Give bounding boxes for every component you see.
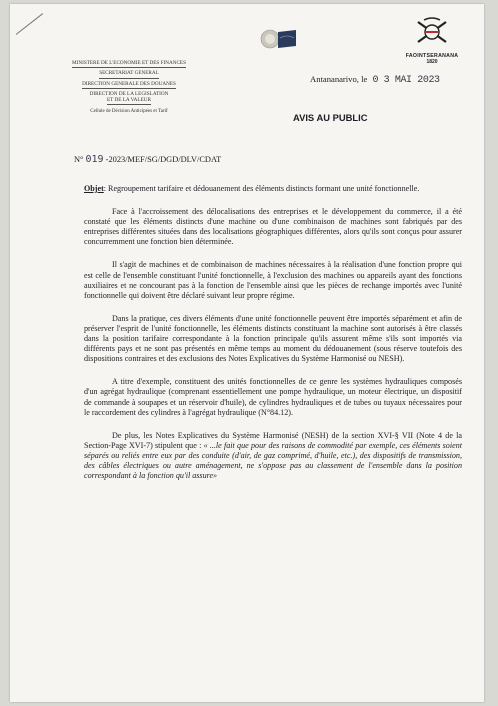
legislation-line-2: ET DE LA VALEUR: [107, 97, 151, 105]
ministry-header: [54, 60, 204, 116]
reference-handwritten-number: 019: [85, 154, 104, 165]
paragraph: Face à l'accroissement des délocalisations des entreprises et le développement du commerce, il a été constaté que les éléments distincts d'une machine ou d'une combinaison de machines sont fabriqués par des entreprises différentes situées dans des localisations géographiques différentes, alors qu'ils sont conçus pour assurer concurremment une fonction bien déterminée.: [84, 207, 462, 247]
cell-name: Cellule de Décision Anticipées et Tarif: [90, 109, 168, 115]
nesh-quote: « ...le fait que pour des raisons de commodité par exemple, ces éléments soient séparés ou reliés entre eux par des conduite (d'air, de gaz comprimé, d'huile, etc.), des dispositifs de transmission, des câbles électriques ou autre aménagement, ne s'oppose pas au classement de l'ensemble dans la position correspondant à la fonction qu'il assure»: [84, 440, 462, 481]
ministry-name: MINISTERE DE L'ECONOMIE ET DES FINANCES: [72, 60, 186, 68]
paper-crease: [16, 13, 43, 35]
brand-year: 1820: [426, 59, 438, 65]
secretariat-name: SECRETARIAT GENERAL: [99, 70, 159, 78]
legislation-line-1: DIRECTION DE LA LEGISLATION: [89, 90, 169, 97]
object-label: Objet: [84, 184, 104, 193]
brand-block: [400, 16, 464, 65]
object-paragraph: [84, 184, 462, 194]
crest-icon: [412, 16, 452, 48]
last-paragraph-text: De plus, les Notes Explicatives du Système Harmonisé (NESH) de la section XVI-§ VII (Note 4 de la Section-Page XVI-7) stipulent que :: [84, 430, 462, 450]
paragraph: A titre d'exemple, constituent des unités fonctionnelles de ce genre les systèmes hydrauliques composés d'un agrégat hydraulique (comprenant essentiellement une pompe hydraulique, un moteur électrique, un dispositif de commande à soupapes et un réservoir d'huile), de cylindres hydrauliques et de tubes ou tuyaux nécessaires pour le raccordement des cylindres à l'agrégat hydraulique (N°84.12).: [84, 377, 462, 417]
date-stamp: 0 3 MAI 2023: [372, 75, 440, 86]
paragraph: Il s'agit de machines et de combinaison de machines nécessaires à la réalisation d'une fonction propre qui est celle de l'ensemble constituant l'unité fonctionnelle, à l'exclusion des machines ou appareils ayant des fonctions auxiliaires et ne concourant pas à la fonction de l'ensemble ainsi que les pièces de rechange importés avec l'unité fonctionnelle qui doivent être déclaré suivant leur propre régime.: [84, 260, 462, 300]
notice-title: AVIS AU PUBLIC: [293, 112, 368, 123]
place-text: Antananarivo, le: [310, 74, 368, 84]
reference-suffix: -2023/MEF/SG/DGD/DLV/CDAT: [105, 155, 222, 164]
reference-number: [74, 154, 221, 165]
object-text: : Regroupement tarifaire et dédouanement des éléments distincts formant une unité fonctionnelle.: [103, 184, 420, 193]
document-page: [10, 4, 484, 702]
document-body: [84, 184, 462, 494]
paragraph: Dans la pratique, ces divers éléments d'une unité fonctionnelle peuvent être importés séparément et afin de préserver l'esprit de l'unité fonctionnelle, les éléments distincts constituant la machine sont autorisés à être classés dans la position tarifaire correspondante à la fonction principale qu'ils assurent même s'ils sont importés via différents pays et ne sont pas présentés en même temps au moment du dédouanement (sous réserve toutefois des dispositions contraires et des exclusions des Notes Explicatives du Système Harmonisé ou NESH).: [84, 313, 462, 364]
last-paragraph: [84, 431, 462, 481]
directorate-name: DIRECTION GENERALE DES DOUANES: [82, 81, 176, 89]
ministry-emblem-icon: [256, 26, 300, 52]
brand-name: FAOINTSERANANA: [405, 53, 459, 59]
reference-prefix: N°: [74, 155, 84, 164]
place-and-date: [310, 74, 440, 86]
